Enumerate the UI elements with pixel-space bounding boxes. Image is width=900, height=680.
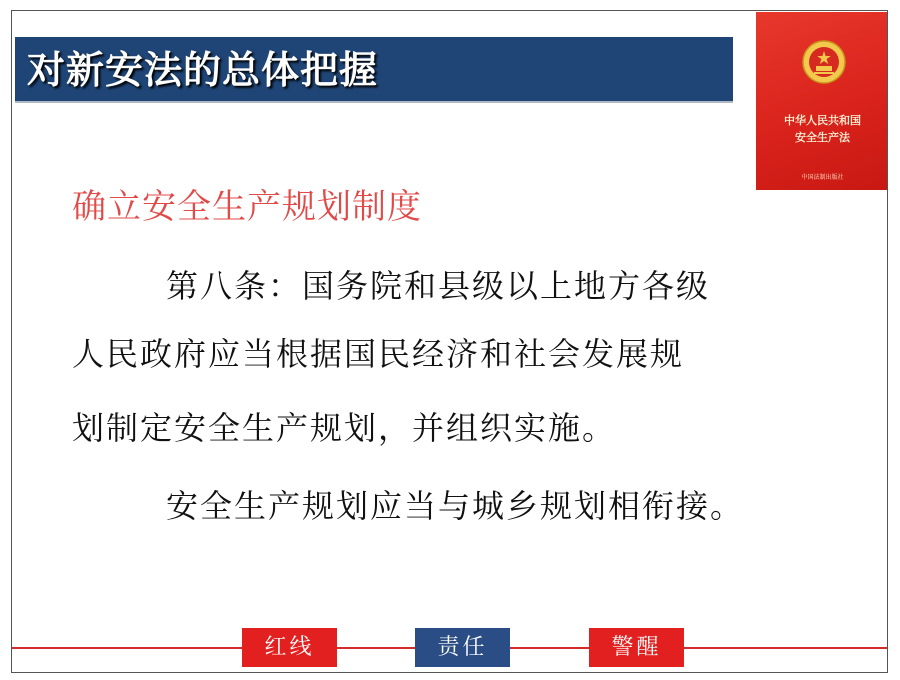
subheading: 确立安全生产规划制度	[72, 187, 422, 227]
slide-title: 对新安法的总体把握	[27, 48, 379, 92]
book-title-line2: 安全生产法	[795, 131, 850, 144]
tag-responsibility: 责任	[415, 628, 510, 667]
book-publisher: 中国法制出版社	[801, 174, 844, 181]
tag-alert: 警醒	[589, 628, 684, 667]
tag-red-line: 红线	[242, 628, 337, 667]
slide	[11, 10, 888, 673]
body-line: 第八条：国务院和县级以上地方各级	[166, 267, 711, 305]
body-line: 人民政府应当根据国民经济和社会发展规	[72, 335, 685, 373]
national-emblem-icon	[802, 40, 846, 84]
book-title-line1: 中华人民共和国	[784, 114, 861, 127]
title-bar	[15, 37, 733, 103]
body-line: 安全生产规划应当与城乡规划相衔接。	[166, 487, 745, 525]
body-line: 划制定安全生产规划，并组织实施。	[72, 409, 617, 447]
book-title	[756, 112, 888, 146]
law-book-cover	[756, 12, 888, 190]
